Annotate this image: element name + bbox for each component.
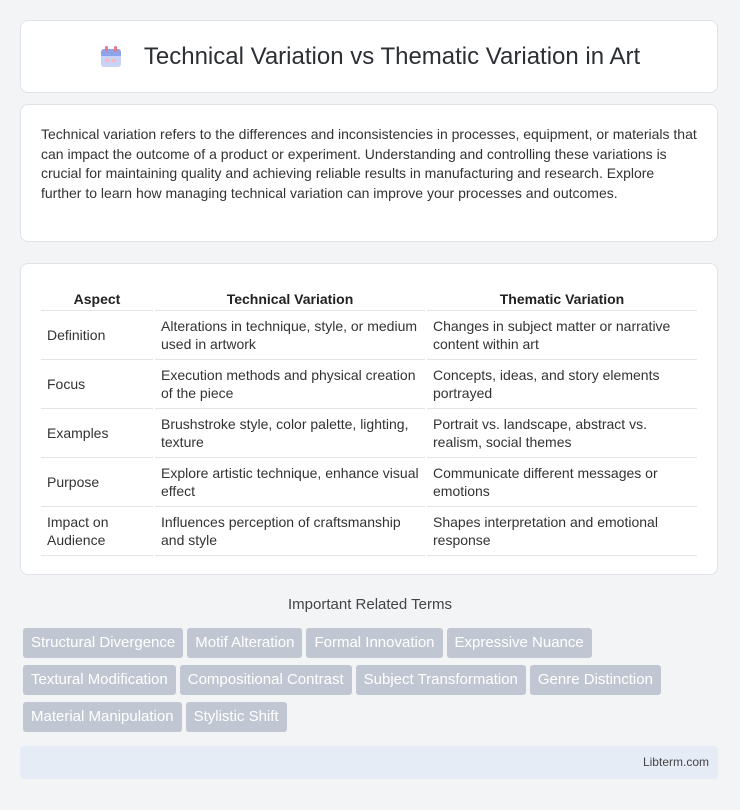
related-terms-list xyxy=(23,628,723,739)
related-term-tag[interactable]: Expressive Nuance xyxy=(447,628,592,658)
footer xyxy=(20,746,718,779)
table-row xyxy=(41,360,697,409)
row-technical: Alterations in technique, style, or medium used in artwork xyxy=(155,311,425,360)
related-term-tag[interactable]: Motif Alteration xyxy=(187,628,302,658)
row-thematic: Portrait vs. landscape, abstract vs. realism, social themes xyxy=(427,409,697,458)
intro-card xyxy=(20,104,718,242)
row-aspect: Focus xyxy=(41,360,153,409)
related-term-tag[interactable]: Compositional Contrast xyxy=(180,665,352,695)
row-thematic: Concepts, ideas, and story elements portrayed xyxy=(427,360,697,409)
related-term-tag[interactable]: Stylistic Shift xyxy=(186,702,287,732)
table-row xyxy=(41,458,697,507)
table-row xyxy=(41,311,697,360)
comparison-table xyxy=(39,284,699,556)
title-card xyxy=(20,20,718,93)
row-aspect: Impact on Audience xyxy=(41,507,153,556)
related-term-tag[interactable]: Textural Modification xyxy=(23,665,176,695)
related-term-tag[interactable]: Structural Divergence xyxy=(23,628,183,658)
table-header-row xyxy=(41,284,697,311)
intro-text: Technical variation refers to the differences and inconsistencies in processes, equipment, or materials that can impact the outcome of a product or experiment. Understanding and controlling these variations is crucial for maintaining quality and achieving reliable results in manufacturing and research. Explore further to learn how managing technical variation can improve your processes and outcomes. xyxy=(41,126,697,201)
related-term-tag[interactable]: Formal Innovation xyxy=(306,628,442,658)
row-thematic: Shapes interpretation and emotional response xyxy=(427,507,697,556)
related-term-tag[interactable]: Material Manipulation xyxy=(23,702,182,732)
related-term-tag[interactable]: Subject Transformation xyxy=(356,665,526,695)
row-technical: Execution methods and physical creation of the piece xyxy=(155,360,425,409)
calendar-icon xyxy=(98,44,124,70)
table-row xyxy=(41,507,697,556)
page-title: Technical Variation vs Thematic Variation in Art xyxy=(143,42,641,70)
related-terms-title: Important Related Terms xyxy=(288,596,452,613)
header-technical: Technical Variation xyxy=(155,284,425,311)
footer-site-link[interactable]: Libterm.com xyxy=(642,755,709,769)
row-technical: Influences perception of craftsmanship and style xyxy=(155,507,425,556)
row-technical: Explore artistic technique, enhance visual effect xyxy=(155,458,425,507)
comparison-table-card xyxy=(20,263,718,575)
row-aspect: Purpose xyxy=(41,458,153,507)
related-term-tag[interactable]: Genre Distinction xyxy=(530,665,661,695)
row-aspect: Examples xyxy=(41,409,153,458)
row-aspect: Definition xyxy=(41,311,153,360)
row-thematic: Changes in subject matter or narrative content within art xyxy=(427,311,697,360)
header-aspect: Aspect xyxy=(41,284,153,311)
row-thematic: Communicate different messages or emotions xyxy=(427,458,697,507)
row-technical: Brushstroke style, color palette, lighting, texture xyxy=(155,409,425,458)
table-row xyxy=(41,409,697,458)
header-thematic: Thematic Variation xyxy=(427,284,697,311)
